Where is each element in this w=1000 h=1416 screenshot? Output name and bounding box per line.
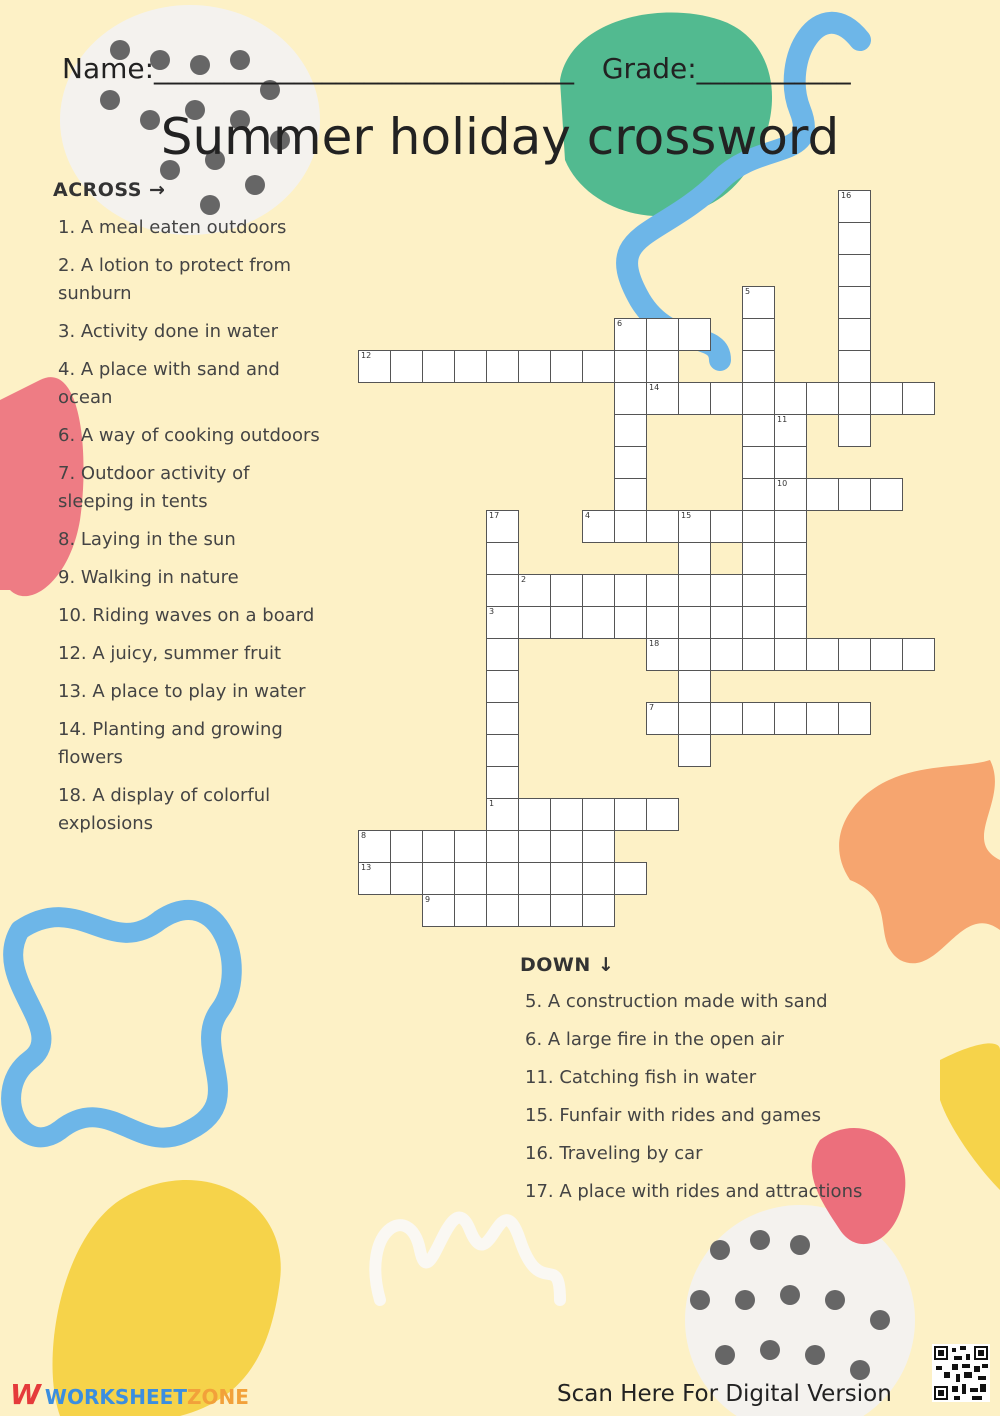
crossword-cell[interactable] [678, 574, 711, 607]
crossword-cell[interactable] [806, 478, 839, 511]
crossword-cell[interactable] [550, 350, 583, 383]
crossword-cell[interactable] [550, 830, 583, 863]
crossword-cell[interactable] [678, 734, 711, 767]
clue-number: 9 [425, 895, 431, 904]
across-clue: 18. A display of colorful explosions [58, 785, 271, 834]
crossword-cell[interactable] [518, 894, 551, 927]
down-clue: 6. A large fire in the open air [525, 1029, 784, 1050]
crossword-cell[interactable] [710, 638, 743, 671]
crossword-cell[interactable] [838, 190, 871, 223]
logo-text-2: ZONE [186, 1385, 249, 1409]
crossword-cell[interactable] [422, 350, 455, 383]
clue-number: 14 [649, 383, 660, 392]
crossword-cell[interactable] [614, 318, 647, 351]
clue-number: 11 [777, 415, 788, 424]
crossword-cell[interactable] [742, 638, 775, 671]
crossword-cell[interactable] [646, 318, 679, 351]
name-field[interactable]: Name:______________________________ [62, 52, 575, 85]
qr-code-icon[interactable] [932, 1344, 990, 1402]
crossword-cell[interactable] [614, 382, 647, 415]
crossword-cell[interactable] [646, 606, 679, 639]
crossword-cell[interactable] [582, 830, 615, 863]
crossword-cell[interactable] [838, 414, 871, 447]
crossword-cell[interactable] [902, 638, 935, 671]
crossword-cell[interactable] [742, 702, 775, 735]
crossword-cell[interactable] [838, 318, 871, 351]
crossword-cell[interactable] [838, 382, 871, 415]
crossword-cell[interactable] [870, 382, 903, 415]
crossword-cell[interactable] [774, 382, 807, 415]
crossword-cell[interactable] [550, 862, 583, 895]
across-heading: ACROSS → [53, 179, 166, 201]
crossword-cell[interactable] [838, 286, 871, 319]
down-clue: 17. A place with rides and attractions [525, 1181, 863, 1202]
down-clue: 11. Catching fish in water [525, 1067, 757, 1088]
crossword-cell[interactable] [678, 638, 711, 671]
across-clue: 6. A way of cooking outdoors [58, 425, 320, 446]
crossword-cell[interactable] [838, 254, 871, 287]
clue-number: 10 [777, 479, 788, 488]
clue-number: 12 [361, 351, 372, 360]
crossword-cell[interactable] [486, 702, 519, 735]
crossword-cell[interactable] [486, 510, 519, 543]
crossword-cell[interactable] [710, 510, 743, 543]
crossword-cell[interactable] [614, 606, 647, 639]
crossword-cell[interactable] [806, 382, 839, 415]
crossword-cell[interactable] [614, 478, 647, 511]
crossword-cell[interactable] [614, 862, 647, 895]
down-clue: 16. Traveling by car [525, 1143, 703, 1164]
crossword-cell[interactable] [838, 222, 871, 255]
crossword-cell[interactable] [678, 542, 711, 575]
crossword-cell[interactable] [486, 766, 519, 799]
crossword-cell[interactable] [742, 542, 775, 575]
crossword-cell[interactable] [678, 510, 711, 543]
crossword-cell[interactable] [710, 382, 743, 415]
crossword-cell[interactable] [582, 510, 615, 543]
clue-number: 16 [841, 191, 852, 200]
crossword-cell[interactable] [486, 830, 519, 863]
clue-number: 3 [489, 607, 495, 616]
grade-field[interactable]: Grade:___________ [601, 52, 851, 85]
yellow-blob-right [940, 1043, 1000, 1190]
crossword-cell[interactable] [742, 350, 775, 383]
clue-number: 1 [489, 799, 495, 808]
crossword-cell[interactable] [646, 798, 679, 831]
orange-flower-right [839, 760, 1000, 963]
crossword-cell[interactable] [710, 606, 743, 639]
crossword-cell[interactable] [646, 638, 679, 671]
crossword-cell[interactable] [486, 542, 519, 575]
crossword-cell[interactable] [678, 382, 711, 415]
crossword-cell[interactable] [422, 830, 455, 863]
crossword-cell[interactable] [774, 510, 807, 543]
clue-number: 8 [361, 831, 367, 840]
crossword-cell[interactable] [486, 638, 519, 671]
crossword-cell[interactable] [486, 350, 519, 383]
across-clue: 3. Activity done in water [58, 321, 278, 342]
clue-number: 7 [649, 703, 655, 712]
crossword-cell[interactable] [742, 574, 775, 607]
across-clue: 1. A meal eaten outdoors [58, 217, 287, 238]
crossword-cell[interactable] [550, 798, 583, 831]
crossword-cell[interactable] [678, 670, 711, 703]
crossword-cell[interactable] [646, 702, 679, 735]
crossword-cell[interactable] [486, 734, 519, 767]
crossword-cell[interactable] [774, 638, 807, 671]
across-clue: 12. A juicy, summer fruit [58, 643, 282, 664]
crossword-cell[interactable] [806, 638, 839, 671]
crossword-cell[interactable] [646, 350, 679, 383]
crossword-cell[interactable] [710, 574, 743, 607]
crossword-cell[interactable] [646, 382, 679, 415]
crossword-cell[interactable] [486, 798, 519, 831]
crossword-cell[interactable] [774, 542, 807, 575]
across-clue: 7. Outdoor activity of sleeping in tents [58, 463, 250, 512]
crossword-cell[interactable] [870, 638, 903, 671]
crossword-cell[interactable] [710, 702, 743, 735]
crossword-cell[interactable] [774, 478, 807, 511]
crossword-cell[interactable] [454, 862, 487, 895]
crossword-cell[interactable] [550, 894, 583, 927]
clue-number: 5 [745, 287, 751, 296]
crossword-cell[interactable] [486, 862, 519, 895]
clue-number: 2 [521, 575, 527, 584]
crossword-cell[interactable] [422, 862, 455, 895]
crossword-cell[interactable] [550, 574, 583, 607]
crossword-cell[interactable] [582, 798, 615, 831]
clue-number: 13 [361, 863, 372, 872]
crossword-cell[interactable] [742, 446, 775, 479]
clue-number: 15 [681, 511, 692, 520]
across-clue: 14. Planting and growing flowers [58, 719, 283, 768]
crossword-cell[interactable] [486, 574, 519, 607]
crossword-cell[interactable] [358, 350, 391, 383]
crossword-cell[interactable] [390, 830, 423, 863]
across-clue: 13. A place to play in water [58, 681, 306, 702]
crossword-cell[interactable] [614, 446, 647, 479]
down-clue: 5. A construction made with sand [525, 991, 828, 1012]
crossword-cell[interactable] [518, 862, 551, 895]
crossword-cell[interactable] [358, 862, 391, 895]
across-clue: 10. Riding waves on a board [58, 605, 315, 626]
crossword-cell[interactable] [454, 830, 487, 863]
clue-number: 4 [585, 511, 591, 520]
crossword-cell[interactable] [774, 606, 807, 639]
crossword-cell[interactable] [518, 830, 551, 863]
crossword-cell[interactable] [774, 414, 807, 447]
clue-number: 6 [617, 319, 623, 328]
crossword-cell[interactable] [614, 414, 647, 447]
crossword-cell[interactable] [742, 382, 775, 415]
crossword-cell[interactable] [518, 798, 551, 831]
crossword-cell[interactable] [390, 350, 423, 383]
down-heading: DOWN ↓ [520, 954, 615, 976]
logo-text-1: WORKSHEET [44, 1385, 187, 1409]
page-title: Summer holiday crossword [160, 108, 840, 166]
crossword-cell[interactable] [518, 350, 551, 383]
crossword-cell[interactable] [678, 606, 711, 639]
crossword-cell[interactable] [390, 862, 423, 895]
down-clue-list [525, 988, 905, 1216]
crossword-cell[interactable] [838, 478, 871, 511]
crossword-cell[interactable] [742, 318, 775, 351]
crossword-cell[interactable] [838, 638, 871, 671]
crossword-cell[interactable] [582, 606, 615, 639]
white-squiggle-bottom [375, 1218, 560, 1300]
crossword-cell[interactable] [582, 862, 615, 895]
crossword-cell[interactable] [774, 446, 807, 479]
crossword-cell[interactable] [422, 894, 455, 927]
clue-number: 17 [489, 511, 500, 520]
crossword-cell[interactable] [454, 894, 487, 927]
crossword-cell[interactable] [486, 670, 519, 703]
logo-mark: W [10, 1378, 41, 1411]
crossword-cell[interactable] [774, 702, 807, 735]
crossword-cell[interactable] [518, 606, 551, 639]
crossword-cell[interactable] [614, 574, 647, 607]
crossword-cell[interactable] [486, 894, 519, 927]
crossword-cell[interactable] [486, 606, 519, 639]
crossword-cell[interactable] [678, 702, 711, 735]
crossword-cell[interactable] [742, 606, 775, 639]
across-clue: 9. Walking in nature [58, 567, 239, 588]
crossword-cell[interactable] [806, 702, 839, 735]
worksheetzone-logo [10, 1378, 249, 1411]
across-clue: 2. A lotion to protect from sunburn [58, 255, 292, 304]
clue-number: 18 [649, 639, 660, 648]
crossword-cell[interactable] [774, 574, 807, 607]
crossword-cell[interactable] [550, 606, 583, 639]
crossword-cell[interactable] [358, 830, 391, 863]
crossword-cell[interactable] [614, 798, 647, 831]
crossword-cell[interactable] [742, 510, 775, 543]
blue-squiggle-bottom [11, 910, 232, 1138]
crossword-cell[interactable] [870, 478, 903, 511]
crossword-cell[interactable] [742, 478, 775, 511]
down-clue: 15. Funfair with rides and games [525, 1105, 821, 1126]
crossword-cell[interactable] [582, 574, 615, 607]
crossword-cell[interactable] [518, 574, 551, 607]
across-clue: 4. A place with sand and ocean [58, 359, 280, 408]
crossword-cell[interactable] [742, 414, 775, 447]
crossword-cell[interactable] [678, 318, 711, 351]
crossword-cell[interactable] [838, 350, 871, 383]
crossword-cell[interactable] [582, 350, 615, 383]
crossword-cell[interactable] [646, 574, 679, 607]
scan-text: Scan Here For Digital Version [557, 1381, 892, 1407]
crossword-cell[interactable] [454, 350, 487, 383]
crossword-cell[interactable] [902, 382, 935, 415]
across-clue: 8. Laying in the sun [58, 529, 236, 550]
crossword-cell[interactable] [742, 286, 775, 319]
name-grade-line [62, 52, 851, 85]
crossword-cell[interactable] [582, 894, 615, 927]
across-clue-list [58, 214, 328, 848]
crossword-cell[interactable] [646, 510, 679, 543]
crossword-cell[interactable] [614, 350, 647, 383]
crossword-cell[interactable] [614, 510, 647, 543]
crossword-cell[interactable] [838, 702, 871, 735]
